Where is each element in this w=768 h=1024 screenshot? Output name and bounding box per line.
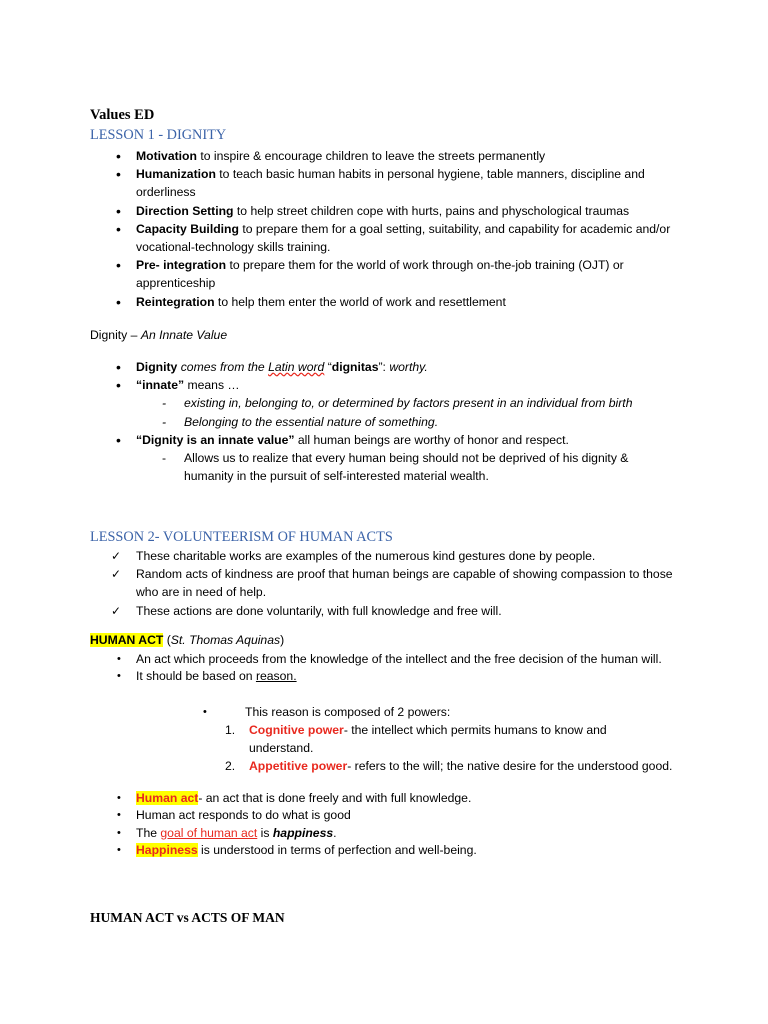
item-term: “innate” [136,378,185,393]
list-item: • An act which proceeds from the knowledge of the intellect and the free decision of the human will. [90,651,680,668]
item-term: Humanization [136,167,216,182]
latin-word: Latin word [268,360,325,374]
item-term: Pre- integration [136,258,227,273]
dash-item: - Allows us to realize that every human being should not be deprived of his dignity & humanity in the pursuit of self-interested material wealth. [90,449,650,485]
lesson-2-heading: LESSON 2- VOLUNTEERISM OF HUMAN ACTS [90,529,393,545]
human-act-list-2 [90,790,680,860]
check-item: ✓ Random acts of kindness are proof that human beings are capable of showing compassion to those who are in need of help. [90,565,690,601]
item-text: to help street children cope with hurts, pains and physchological traumas [233,203,630,218]
list-item [90,431,690,449]
dignity-italic: An Innate Value [140,328,228,342]
item-text: to help them enter the world of work and resettlement [214,294,506,309]
list-item [90,358,690,376]
lesson-1-list [90,147,690,311]
item-text: to prepare them for the world of work through on-the-job training (OJT) or apprenticeship [136,258,624,291]
list-item [90,842,680,859]
paren-close: ) [280,633,285,647]
power-text: - the intellect which permits humans to know and understand. [249,723,607,755]
section-heading: HUMAN ACT vs ACTS OF MAN [90,910,285,925]
author-name: St. Thomas Aquinas [170,633,281,647]
list-item [90,790,680,807]
check-item: ✓ These actions are done voluntarily, with full knowledge and free will. [90,602,690,620]
item-text: . [333,825,337,840]
worthy-word: worthy. [389,360,428,374]
item-term: Reintegration [136,294,215,309]
item-text: all human beings are worthy of honor and respect. [294,432,569,447]
power-term: Cognitive power [249,723,344,737]
item-text: “ [324,360,332,374]
document-title: Values ED [90,107,155,123]
item-text: is [257,825,273,840]
dignity-line [90,328,227,342]
list-item: • Human act responds to do what is good [90,807,680,824]
power-text: - refers to the will; the native desire for the understood good. [347,759,673,773]
dignity-prefix: Dignity – [90,328,141,342]
human-act-term: Human act [136,791,199,805]
list-item [90,825,680,842]
paren-open: ( [163,633,171,647]
item-term: Motivation [136,149,197,163]
list-item [90,668,680,685]
list-item [90,220,690,256]
reason-sublist [203,703,673,775]
item-text: comes from the [177,360,269,374]
happiness-word: happiness [272,825,334,840]
item-term: Capacity Building [136,221,239,236]
power-number: 2. [225,759,236,773]
item-text: The [136,825,161,840]
dignity-list [90,358,690,485]
list-item [90,147,690,165]
list-item [90,202,690,220]
list-item [90,165,690,201]
human-act-list [90,651,680,686]
goal-term: goal of human act [160,825,258,840]
item-text: to inspire & encourage children to leave the streets permanently [196,149,546,163]
dash-item: - Belonging to the essential nature of something. [90,413,690,431]
lesson-2-checklist [90,547,690,620]
list-item [90,293,690,311]
dash-item: - existing in, belonging to, or determined by factors present in an individual from birth [90,394,690,412]
item-term: Dignity [136,360,178,374]
item-text: - an act that is done freely and with full knowledge. [198,791,472,805]
item-text: to prepare them for a goal setting, suitability, and capability for academic and/or vocational-technology skills training. [136,221,671,255]
dignitas-word: dignitas [331,360,379,374]
item-term: Direction Setting [136,203,234,218]
item-text: to teach basic human habits in personal hygiene, table manners, discipline and orderliness [136,167,645,200]
list-item [90,256,690,292]
human-act-label: HUMAN ACT [90,633,164,647]
item-term: “Dignity is an innate value” [136,432,295,447]
happiness-term: Happiness [136,843,198,858]
lesson-1-heading: LESSON 1 - DIGNITY [90,127,227,143]
item-text: ”: [378,360,390,374]
item-text: It should be based on [136,669,256,684]
power-term: Appetitive power [249,759,348,773]
power-item [203,757,673,775]
item-text: is understood in terms of perfection and well-being. [197,843,477,858]
list-item [90,376,690,394]
reason-sub-item: • This reason is composed of 2 powers: [203,703,673,721]
power-number: 1. [225,723,236,737]
power-item [203,721,673,757]
reason-word: reason. [255,669,297,684]
human-act-heading [90,633,284,647]
item-text: means … [184,378,240,393]
check-item: ✓ These charitable works are examples of the numerous kind gestures done by people. [90,547,690,565]
